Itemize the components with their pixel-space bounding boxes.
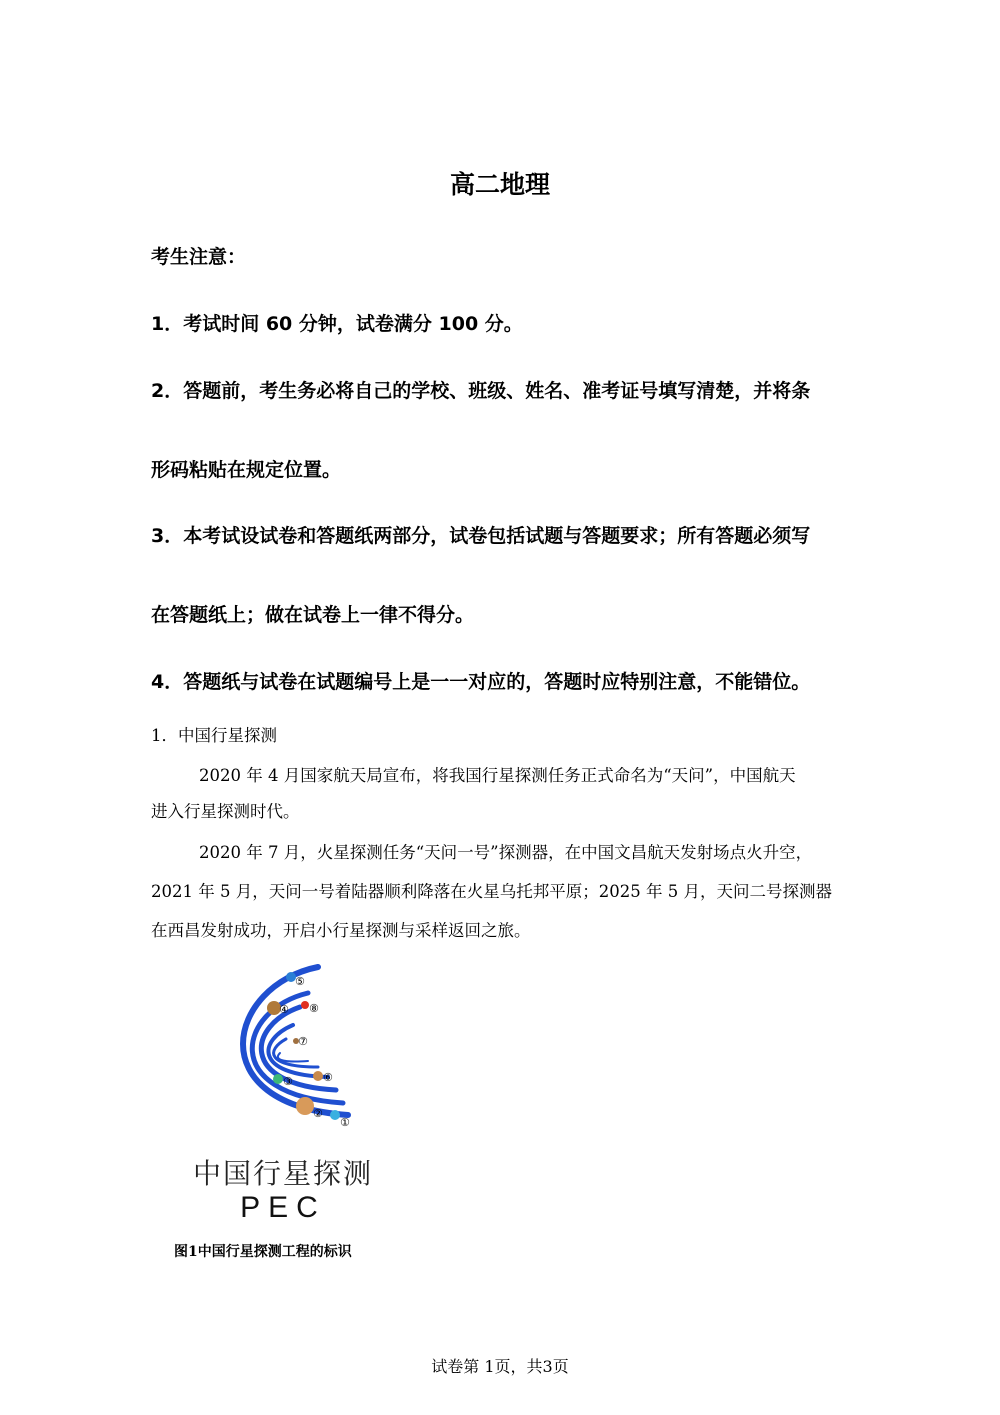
marker-5: ⑤ <box>295 975 305 988</box>
logo-text-cn: 中国行星探测 <box>192 1157 373 1190</box>
notice-item-4: 4．答题纸与试卷在试题编号上是一一对应的，答题时应特别注意，不能错位。 <box>151 671 811 693</box>
notice-item-3-line-2: 在答题纸上；做在试卷上一律不得分。 <box>151 604 475 626</box>
figure-pec-logo <box>168 955 388 1260</box>
notice-item-3-line-1: 3．本考试设试卷和答题纸两部分，试卷包括试题与答题要求；所有答题必须写 <box>151 525 811 547</box>
planet-6 <box>313 1071 323 1081</box>
question-1-para-2-line-2: 2021 年 5 月，天问一号着陆器顺利降落在火星乌托邦平原；2025 年 5 月，天问二号探测器 <box>151 882 832 901</box>
logo-text-en: PEC <box>240 1191 326 1224</box>
question-1-para-1-line-1: 2020 年 4 月国家航天局宣布，将我国行星探测任务正式命名为“天问”，中国航天 <box>199 766 796 785</box>
planet-1 <box>330 1110 340 1120</box>
planet-2 <box>296 1097 314 1115</box>
question-1-para-2-line-1: 2020 年 7 月，火星探测任务“天问一号”探测器，在中国文昌航天发射场点火升空， <box>199 843 813 862</box>
logo-arc-6 <box>278 1053 308 1062</box>
page-footer: 试卷第 1页，共3页 <box>431 1357 569 1376</box>
figure-caption: 图1中国行星探测工程的标识 <box>174 1244 352 1260</box>
question-1-heading: 1．中国行星探测 <box>151 726 277 745</box>
notice-item-2-line-1: 2．答题前，考生务必将自己的学校、班级、姓名、准考证号填写清楚，并将条 <box>151 380 811 402</box>
logo-arc-4 <box>268 1025 328 1077</box>
marker-3: ③ <box>283 1075 293 1088</box>
pec-logo-graphic <box>168 955 398 1155</box>
marker-1: ① <box>340 1116 350 1129</box>
notice-item-1: 1．考试时间 60 分钟，试卷满分 100 分。 <box>151 313 523 335</box>
marker-7: ⑦ <box>298 1035 308 1048</box>
planet-3 <box>273 1074 283 1084</box>
question-1-para-2-line-3: 在西昌发射成功，开启小行星探测与采样返回之旅。 <box>151 921 531 940</box>
marker-2: ② <box>313 1107 323 1120</box>
page-title: 高二地理 <box>449 170 550 199</box>
marker-8: ⑧ <box>309 1002 319 1015</box>
marker-6: ⑥ <box>323 1071 333 1084</box>
question-1-para-1-line-2: 进入行星探测时代。 <box>151 802 300 821</box>
notice-heading: 考生注意： <box>151 246 247 268</box>
marker-4: ④ <box>279 1003 289 1016</box>
planet-8 <box>301 1001 309 1009</box>
notice-item-2-line-2: 形码粘贴在规定位置。 <box>151 459 342 481</box>
